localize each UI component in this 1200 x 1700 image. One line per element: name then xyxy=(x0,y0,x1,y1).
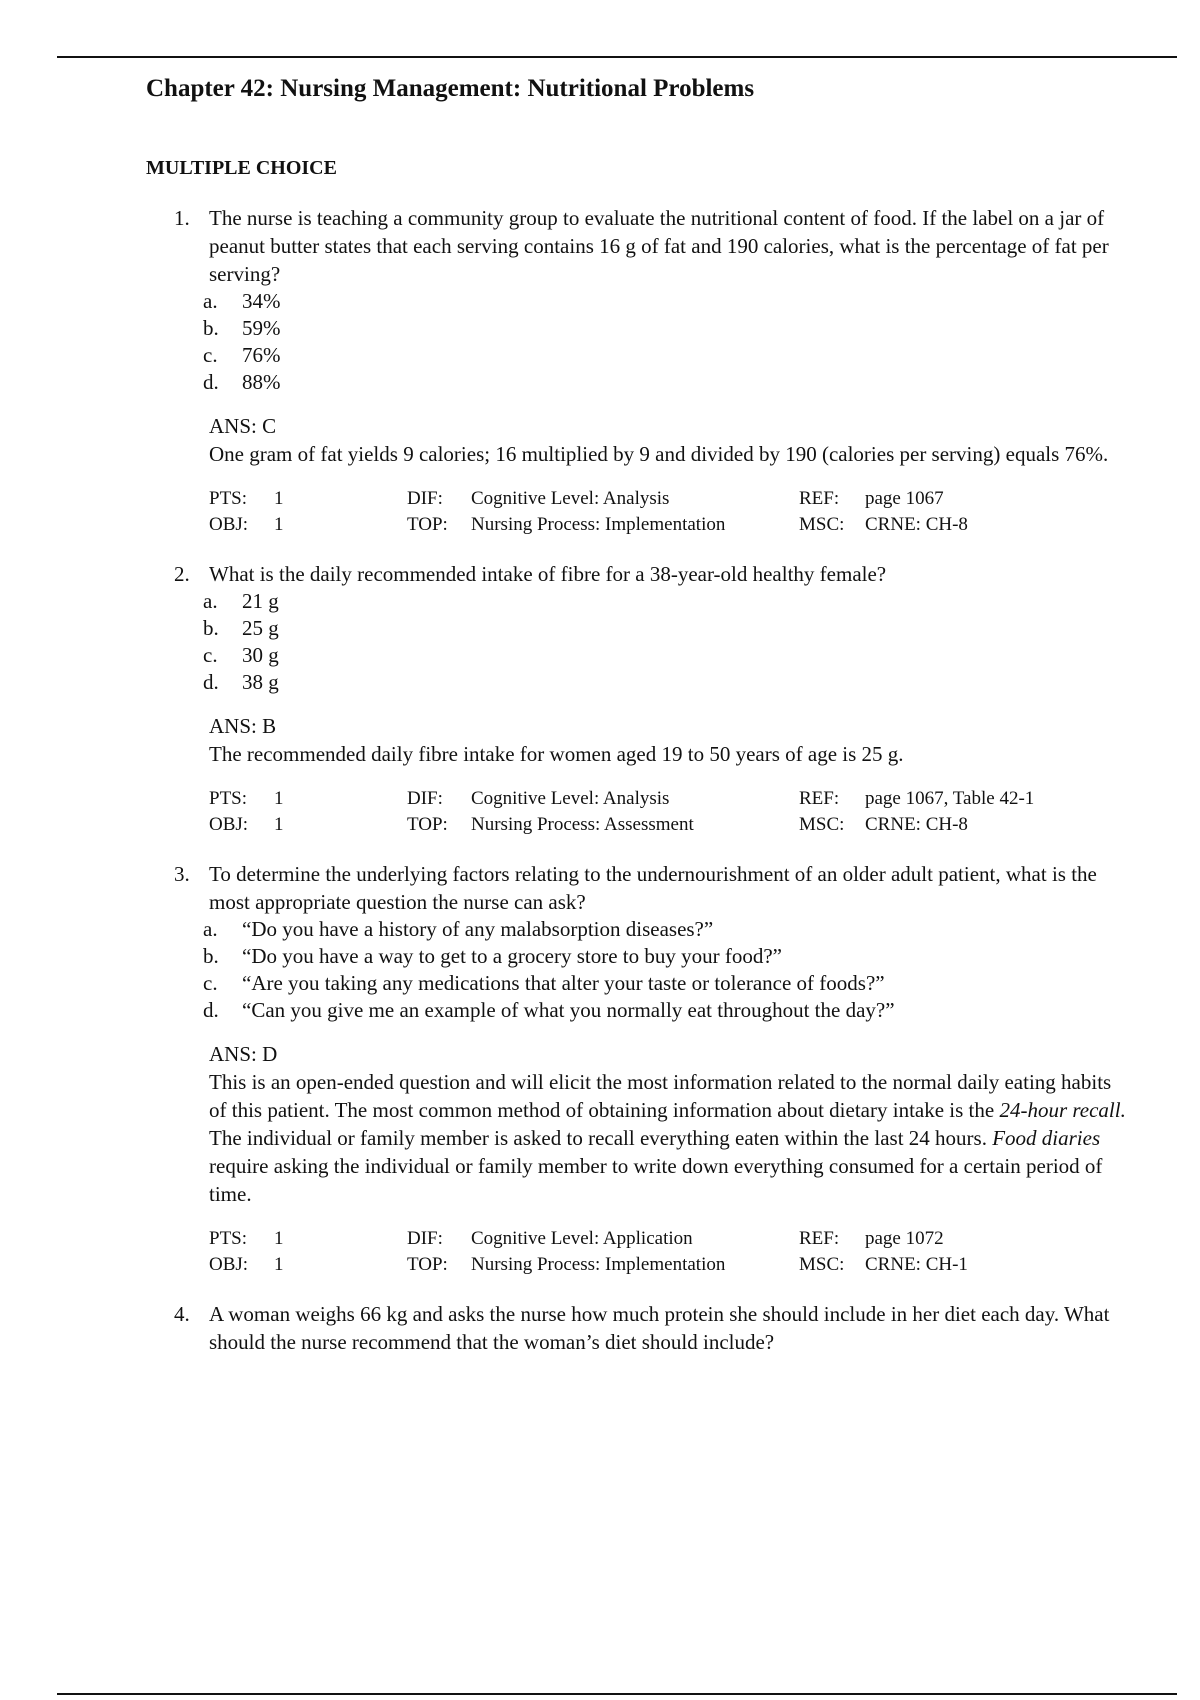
rationale-text: require asking the individual or family member to write down everything consumed for a certain period of time. xyxy=(209,1154,1103,1206)
meta-row-2 xyxy=(209,1252,1126,1278)
rationale xyxy=(209,1068,1126,1208)
answer-key: ANS: C xyxy=(209,414,277,438)
option-letter: b. xyxy=(203,316,219,340)
option-text: 59% xyxy=(242,316,281,340)
rationale-text: This is an open-ended question and will elicit the most information related to the normal daily eating habits of this patient. The most common method of obtaining information about dietary intake is the xyxy=(209,1070,1112,1122)
ref-label: REF: xyxy=(799,788,840,809)
option-text: 38 g xyxy=(242,670,279,694)
answer-key: ANS: D xyxy=(209,1042,278,1066)
options-list xyxy=(146,288,1126,396)
option-letter: d. xyxy=(203,370,219,394)
option-text: 25 g xyxy=(242,616,279,640)
ref-value: page 1072 xyxy=(865,1228,944,1249)
option-letter: a. xyxy=(203,289,218,313)
answer-key: ANS: B xyxy=(209,714,277,738)
dif-value: Cognitive Level: Analysis xyxy=(471,488,670,509)
meta-row-1 xyxy=(209,486,1126,512)
option-text: “Do you have a history of any malabsorption diseases?” xyxy=(242,917,714,941)
question-number: 3. xyxy=(174,862,190,886)
rationale-emphasis: Food diaries xyxy=(992,1126,1101,1150)
options-list xyxy=(146,916,1126,1024)
meta-row-1 xyxy=(209,786,1126,812)
option-text: 76% xyxy=(242,343,281,367)
obj-label: OBJ: xyxy=(209,1254,249,1275)
obj-label: OBJ: xyxy=(209,514,249,535)
ref-label: REF: xyxy=(799,488,840,509)
meta-row-2 xyxy=(209,812,1126,838)
ref-label: REF: xyxy=(799,1228,840,1249)
option-d xyxy=(146,669,1126,696)
top-value: Nursing Process: Implementation xyxy=(471,1254,726,1275)
option-letter: b. xyxy=(203,944,219,968)
top-value: Nursing Process: Implementation xyxy=(471,514,726,535)
rationale: The recommended daily fibre intake for women aged 19 to 50 years of age is 25 g. xyxy=(209,742,904,766)
document-body xyxy=(146,72,1126,1356)
pts-label: PTS: xyxy=(209,788,248,809)
question-text: A woman weighs 66 kg and asks the nurse how much protein she should include in her diet each day. What should the nurse recommend that the woman’s diet should include? xyxy=(209,1302,1110,1354)
option-text: 34% xyxy=(242,289,281,313)
pts-label: PTS: xyxy=(209,1228,248,1249)
meta-row-2 xyxy=(209,512,1126,538)
rationale: One gram of fat yields 9 calories; 16 multiplied by 9 and divided by 190 (calories per serving) equals 76%. xyxy=(209,442,1109,466)
obj-label: OBJ: xyxy=(209,814,249,835)
question-number: 2. xyxy=(174,562,190,586)
question-3 xyxy=(146,860,1126,1278)
pts-value: 1 xyxy=(274,788,284,809)
option-letter: d. xyxy=(203,998,219,1022)
top-label: TOP: xyxy=(407,514,448,535)
question-metadata xyxy=(209,486,1126,538)
option-c xyxy=(146,970,1126,997)
option-b xyxy=(146,315,1126,342)
option-letter: b. xyxy=(203,616,219,640)
question-text: To determine the underlying factors relating to the undernourishment of an older adult patient, what is the most appropriate question the nurse can ask? xyxy=(209,862,1097,914)
option-b xyxy=(146,615,1126,642)
question-2 xyxy=(146,560,1126,838)
option-c xyxy=(146,342,1126,369)
pts-value: 1 xyxy=(274,1228,284,1249)
msc-label: MSC: xyxy=(799,1254,845,1275)
question-metadata xyxy=(209,786,1126,838)
pts-label: PTS: xyxy=(209,488,248,509)
msc-label: MSC: xyxy=(799,814,845,835)
option-a xyxy=(146,588,1126,615)
question-text: What is the daily recommended intake of fibre for a 38-year-old healthy female? xyxy=(209,562,887,586)
option-text: “Do you have a way to get to a grocery store to buy your food?” xyxy=(242,944,782,968)
option-a xyxy=(146,288,1126,315)
dif-value: Cognitive Level: Analysis xyxy=(471,788,670,809)
question-text: The nurse is teaching a community group to evaluate the nutritional content of food. If the label on a jar of peanut butter states that each serving contains 16 g of fat and 190 calories, what is the percentage of fat per serving? xyxy=(209,206,1109,286)
option-letter: a. xyxy=(203,589,218,613)
msc-value: CRNE: CH-1 xyxy=(865,1254,968,1275)
option-d xyxy=(146,997,1126,1024)
option-text: 88% xyxy=(242,370,281,394)
dif-label: DIF: xyxy=(407,1228,443,1249)
bottom-rule xyxy=(57,1693,1177,1695)
pts-value: 1 xyxy=(274,488,284,509)
dif-label: DIF: xyxy=(407,488,443,509)
rationale-text: The individual or family member is asked to recall everything eaten within the last 24 hours. xyxy=(209,1126,993,1150)
obj-value: 1 xyxy=(274,1254,284,1275)
option-text: 30 g xyxy=(242,643,279,667)
obj-value: 1 xyxy=(274,514,284,535)
top-label: TOP: xyxy=(407,814,448,835)
option-letter: a. xyxy=(203,917,218,941)
chapter-title: Chapter 42: Nursing Management: Nutritional Problems xyxy=(146,75,755,102)
dif-label: DIF: xyxy=(407,788,443,809)
option-letter: c. xyxy=(203,343,218,367)
option-letter: c. xyxy=(203,643,218,667)
dif-value: Cognitive Level: Application xyxy=(471,1228,693,1249)
options-list xyxy=(146,588,1126,696)
top-value: Nursing Process: Assessment xyxy=(471,814,694,835)
option-letter: d. xyxy=(203,670,219,694)
question-metadata xyxy=(209,1226,1126,1278)
meta-row-1 xyxy=(209,1226,1126,1252)
question-1 xyxy=(146,204,1126,538)
option-text: “Can you give me an example of what you normally eat throughout the day?” xyxy=(242,998,895,1022)
option-d xyxy=(146,369,1126,396)
question-number: 4. xyxy=(174,1302,190,1326)
option-text: “Are you taking any medications that alter your taste or tolerance of foods?” xyxy=(242,971,885,995)
obj-value: 1 xyxy=(274,814,284,835)
option-a xyxy=(146,916,1126,943)
option-letter: c. xyxy=(203,971,218,995)
rationale-emphasis: 24-hour recall. xyxy=(999,1098,1126,1122)
option-c xyxy=(146,642,1126,669)
question-number: 1. xyxy=(174,206,190,230)
ref-value: page 1067, Table 42-1 xyxy=(865,788,1035,809)
top-rule xyxy=(57,56,1177,58)
option-b xyxy=(146,943,1126,970)
top-label: TOP: xyxy=(407,1254,448,1275)
msc-value: CRNE: CH-8 xyxy=(865,514,968,535)
msc-label: MSC: xyxy=(799,514,845,535)
msc-value: CRNE: CH-8 xyxy=(865,814,968,835)
option-text: 21 g xyxy=(242,589,279,613)
section-heading: MULTIPLE CHOICE xyxy=(146,157,337,179)
ref-value: page 1067 xyxy=(865,488,944,509)
question-4 xyxy=(146,1300,1126,1356)
